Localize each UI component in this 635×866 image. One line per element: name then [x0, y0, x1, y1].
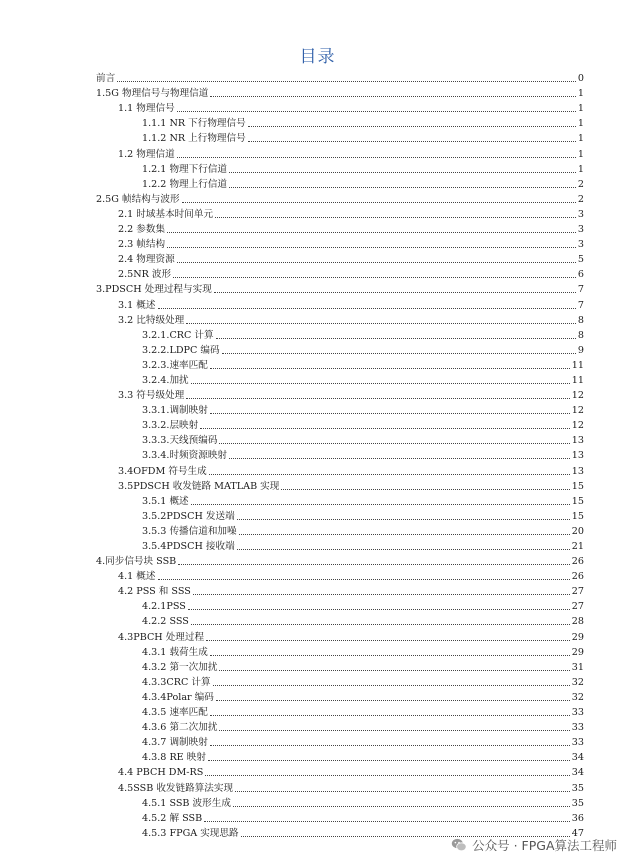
- toc-leader-dots: [210, 413, 570, 414]
- toc-entry-page: 29: [571, 646, 584, 658]
- toc-entry-title: 4.同步信号块 SSB: [96, 556, 177, 568]
- toc-entry-title: 4.3.8 RE 映射: [142, 752, 206, 764]
- toc-leader-dots: [209, 474, 570, 475]
- toc-entry-page: 27: [571, 601, 584, 613]
- toc-entry-title: 1.1.1 NR 下行物理信号: [142, 118, 246, 130]
- toc-entry-title: 1.2.1 物理下行信道: [142, 163, 228, 175]
- toc-entry-page: 15: [571, 480, 584, 492]
- toc-entry-page: 1: [577, 88, 584, 100]
- toc-entry[interactable]: [96, 372, 584, 387]
- toc-entry[interactable]: [96, 795, 584, 810]
- toc-leader-dots: [210, 96, 576, 97]
- toc-entry-title: 1.5G 物理信号与物理信道: [96, 88, 209, 100]
- toc-entry[interactable]: [96, 327, 584, 342]
- toc-entry-page: 32: [571, 691, 584, 703]
- toc-entry[interactable]: [96, 508, 584, 523]
- toc-leader-dots: [117, 81, 576, 82]
- toc-leader-dots: [182, 202, 576, 203]
- toc-leader-dots: [173, 277, 576, 278]
- toc-entry-title: 2.5NR 波形: [118, 269, 172, 281]
- toc-entry-page: 26: [571, 571, 584, 583]
- toc-entry[interactable]: [96, 296, 584, 311]
- toc-leader-dots: [208, 760, 570, 761]
- toc-entry-title: 4.5.2 解 SSB: [142, 812, 203, 824]
- toc-entry-page: 28: [571, 616, 584, 628]
- toc-entry[interactable]: [96, 719, 584, 734]
- toc-leader-dots: [210, 745, 570, 746]
- toc-entry[interactable]: [96, 357, 584, 372]
- toc-leader-dots: [191, 624, 570, 625]
- toc-entry[interactable]: [96, 583, 584, 598]
- toc-title: 目录: [299, 47, 336, 67]
- toc-entry-page: 13: [571, 435, 584, 447]
- toc-entry-title: 前言: [96, 73, 116, 85]
- toc-leader-dots: [210, 655, 570, 656]
- toc-entry-title: 4.1 概述: [118, 571, 156, 583]
- toc-entry[interactable]: [96, 689, 584, 704]
- toc-entry-page: 15: [571, 510, 584, 522]
- toc-leader-dots: [216, 700, 570, 701]
- toc-entry-page: 8: [577, 329, 584, 341]
- toc-entry-page: 3: [577, 239, 584, 251]
- toc-entry-page: 7: [577, 284, 584, 296]
- toc-entry-title: 3.2.3.速率匹配: [142, 359, 208, 371]
- toc-entry[interactable]: [96, 810, 584, 825]
- toc-leader-dots: [222, 353, 576, 354]
- toc-leader-dots: [177, 262, 576, 263]
- toc-entry-title: 4.3.4Polar 编码: [142, 691, 214, 703]
- toc-entry-title: 4.2 PSS 和 SSS: [118, 586, 191, 598]
- toc-leader-dots: [167, 247, 576, 248]
- toc-entry[interactable]: [96, 281, 584, 296]
- toc-entry[interactable]: [96, 236, 584, 251]
- toc-entry[interactable]: [96, 493, 584, 508]
- toc-entry-title: 2.2 参数集: [118, 224, 166, 236]
- toc-entry-page: 33: [571, 737, 584, 749]
- toc-entry-page: 26: [571, 556, 584, 568]
- toc-entry-page: 35: [571, 797, 584, 809]
- toc-entry[interactable]: [96, 402, 584, 417]
- toc-entry[interactable]: [96, 130, 584, 145]
- toc-entry[interactable]: [96, 613, 584, 628]
- toc-entry-title: 4.3.3CRC 计算: [142, 676, 211, 688]
- toc-entry-title: 3.3.1.调制映射: [142, 405, 208, 417]
- toc-entry[interactable]: [96, 447, 584, 462]
- toc-entry-page: 1: [577, 103, 584, 115]
- toc-entry-page: 12: [571, 405, 584, 417]
- toc-entry-title: 4.3.5 速率匹配: [142, 707, 208, 719]
- toc-entry[interactable]: [96, 644, 584, 659]
- toc-entry-title: 3.1 概述: [118, 299, 156, 311]
- toc-leader-dots: [191, 504, 570, 505]
- toc-entry-title: 4.5.1 SSB 波形生成: [142, 797, 231, 809]
- toc-entry-page: 11: [571, 374, 584, 386]
- toc-leader-dots: [237, 549, 570, 550]
- toc-entry-title: 3.4OFDM 符号生成: [118, 465, 207, 477]
- toc-entry[interactable]: [96, 704, 584, 719]
- toc-entry-page: 12: [571, 390, 584, 402]
- toc-entry[interactable]: [96, 779, 584, 794]
- toc-entry-page: 33: [571, 722, 584, 734]
- toc-entry[interactable]: [96, 462, 584, 477]
- toc-entry-title: 1.2 物理信道: [118, 148, 175, 160]
- toc-entry[interactable]: [96, 191, 584, 206]
- toc-leader-dots: [188, 609, 570, 610]
- toc-entry-page: 7: [577, 299, 584, 311]
- toc-entry[interactable]: [96, 553, 584, 568]
- toc-entry-page: 20: [571, 525, 584, 537]
- toc-leader-dots: [248, 126, 576, 127]
- toc-leader-dots: [237, 519, 570, 520]
- toc-entry-title: 3.2.2.LDPC 编码: [142, 344, 220, 356]
- toc-leader-dots: [204, 821, 570, 822]
- toc-leader-dots: [167, 232, 576, 233]
- toc-entry-title: 4.3.7 调制映射: [142, 737, 208, 749]
- toc-entry-title: 2.1 时域基本时间单元: [118, 208, 214, 220]
- toc-leader-dots: [177, 111, 576, 112]
- toc-entry-page: 36: [571, 812, 584, 824]
- toc-entry[interactable]: [96, 206, 584, 221]
- toc-entry-title: 2.4 物理资源: [118, 254, 175, 266]
- toc-leader-dots: [219, 730, 569, 731]
- toc-entry-title: 4.3PBCH 处理过程: [118, 631, 205, 643]
- toc-entry-page: 31: [571, 661, 584, 673]
- toc-leader-dots: [210, 368, 570, 369]
- toc-entry-title: 4.5SSB 收发链路算法实现: [118, 782, 234, 794]
- toc-leader-dots: [229, 458, 570, 459]
- toc-entry-page: 29: [571, 631, 584, 643]
- toc-entry-page: 1: [577, 148, 584, 160]
- toc-entry-title: 4.3.1 载荷生成: [142, 646, 208, 658]
- toc-entry-title: 3.5.1 概述: [142, 495, 189, 507]
- toc-leader-dots: [205, 775, 569, 776]
- toc-leader-dots: [177, 157, 576, 158]
- toc-entry[interactable]: [96, 568, 584, 583]
- toc-entry-page: 21: [571, 541, 584, 552]
- toc-leader-dots: [186, 323, 576, 324]
- toc-leader-dots: [233, 806, 570, 807]
- toc-entry-page: 34: [571, 752, 584, 764]
- toc-entry-page: 6: [577, 269, 584, 281]
- toc-entry-page: 33: [571, 707, 584, 719]
- toc-entry[interactable]: [96, 387, 584, 402]
- toc-leader-dots: [213, 685, 570, 686]
- toc-entry-page: 8: [577, 314, 584, 326]
- toc-entry-title: 3.5PDSCH 收发链路 MATLAB 实现: [118, 480, 280, 492]
- toc-entry[interactable]: [96, 342, 584, 357]
- toc-entry[interactable]: [96, 478, 584, 493]
- toc-entry-page: 12: [571, 420, 584, 432]
- toc-entry[interactable]: [96, 523, 584, 538]
- toc-leader-dots: [281, 489, 569, 490]
- toc-entry-page: 1: [577, 118, 584, 130]
- toc-entry-title: 1.1 物理信号: [118, 103, 175, 115]
- toc-leader-dots: [235, 791, 570, 792]
- toc-leader-dots: [158, 579, 570, 580]
- toc-entry[interactable]: [96, 266, 584, 281]
- toc-entry[interactable]: [96, 764, 584, 779]
- toc-leader-dots: [219, 443, 569, 444]
- toc-leader-dots: [219, 670, 569, 671]
- toc-entry-title: 3.5.4PDSCH 接收端: [142, 541, 235, 552]
- toc-leader-dots: [229, 187, 576, 188]
- toc-leader-dots: [206, 640, 570, 641]
- toc-entry[interactable]: [96, 176, 584, 191]
- toc-entry-title: 3.3.4.时频资源映射: [142, 450, 228, 462]
- toc-leader-dots: [178, 564, 570, 565]
- toc-entry-title: 2.3 帧结构: [118, 239, 166, 251]
- toc-leader-dots: [215, 217, 576, 218]
- toc-leader-dots: [216, 338, 576, 339]
- toc-entry[interactable]: [96, 251, 584, 266]
- toc-leader-dots: [239, 534, 570, 535]
- toc-entry-title: 4.4 PBCH DM-RS: [118, 767, 204, 779]
- toc-entry[interactable]: [96, 161, 584, 176]
- toc-entry-page: 34: [571, 767, 584, 779]
- toc-leader-dots: [200, 428, 570, 429]
- toc-entry-page: 32: [571, 676, 584, 688]
- toc-entry[interactable]: [96, 659, 584, 674]
- toc-entry-title: 3.3.3.天线预编码: [142, 435, 218, 447]
- toc-entry-title: 3.3 符号级处理: [118, 390, 185, 402]
- toc-entry-page: 47: [571, 827, 584, 839]
- toc-entry-title: 3.2.4.加扰: [142, 374, 189, 386]
- toc-entry-page: 13: [571, 450, 584, 462]
- toc-entry[interactable]: [96, 221, 584, 236]
- toc-leader-dots: [214, 292, 576, 293]
- toc-leader-dots: [229, 172, 576, 173]
- toc-leader-dots: [186, 398, 570, 399]
- toc-entry-title: 3.2 比特级处理: [118, 314, 185, 326]
- toc-entry-title: 3.3.2.层映射: [142, 420, 199, 432]
- toc-entry[interactable]: [96, 145, 584, 160]
- toc-entry[interactable]: [96, 100, 584, 115]
- toc-entry[interactable]: [96, 312, 584, 327]
- toc-entry[interactable]: [96, 734, 584, 749]
- toc-entry-page: 2: [577, 193, 584, 205]
- toc-entry-page: 1: [577, 133, 584, 145]
- toc-entry-title: 1.1.2 NR 上行物理信号: [142, 133, 246, 145]
- watermark: [451, 836, 617, 854]
- toc-entry[interactable]: [96, 749, 584, 764]
- toc-entry-page: 11: [571, 359, 584, 371]
- toc-entry-title: 4.3.2 第一次加扰: [142, 661, 218, 673]
- toc-entry-page: 13: [571, 465, 584, 477]
- toc-entry-title: 2.5G 帧结构与波形: [96, 193, 180, 205]
- toc-entry-title: 3.5.2PDSCH 发送端: [142, 510, 235, 522]
- toc-entry-page: 3: [577, 224, 584, 236]
- toc-entry-title: 4.2.2 SSS: [142, 616, 189, 628]
- toc-entry[interactable]: [96, 432, 584, 447]
- toc-leader-dots: [158, 308, 576, 309]
- table-of-contents: [96, 70, 584, 840]
- toc-entry[interactable]: [96, 85, 584, 100]
- toc-leader-dots: [210, 715, 570, 716]
- toc-entry[interactable]: [96, 628, 584, 643]
- toc-leader-dots: [193, 594, 570, 595]
- toc-entry-page: 35: [571, 782, 584, 794]
- toc-entry-page: 5: [577, 254, 584, 266]
- toc-entry-page: 15: [571, 495, 584, 507]
- toc-entry[interactable]: [96, 674, 584, 689]
- toc-entry[interactable]: [96, 598, 584, 613]
- toc-entry-title: 3.PDSCH 处理过程与实现: [96, 284, 212, 296]
- toc-leader-dots: [191, 383, 570, 384]
- toc-entry-page: 0: [577, 73, 584, 85]
- toc-entry-title: 4.3.6 第二次加扰: [142, 722, 218, 734]
- watermark-text: 公众号 · FPGA算法工程师: [472, 838, 617, 853]
- toc-entry[interactable]: [96, 417, 584, 432]
- toc-entry-page: 27: [571, 586, 584, 598]
- toc-entry-title: 3.2.1.CRC 计算: [142, 329, 214, 341]
- toc-entry[interactable]: [96, 70, 584, 85]
- toc-leader-dots: [248, 141, 576, 142]
- toc-entry-page: 2: [577, 178, 584, 190]
- wechat-icon: [451, 837, 467, 853]
- toc-entry-page: 1: [577, 163, 584, 175]
- toc-entry-title: 4.2.1PSS: [142, 601, 186, 613]
- toc-entry-title: 3.5.3 传播信道和加噪: [142, 525, 237, 537]
- toc-entry-page: 9: [577, 344, 584, 356]
- toc-entry-page: 3: [577, 208, 584, 220]
- toc-entry[interactable]: [96, 115, 584, 130]
- toc-entry[interactable]: [96, 538, 584, 553]
- toc-entry-title: 4.5.3 FPGA 实现思路: [142, 827, 239, 839]
- toc-entry-title: 1.2.2 物理上行信道: [142, 178, 228, 190]
